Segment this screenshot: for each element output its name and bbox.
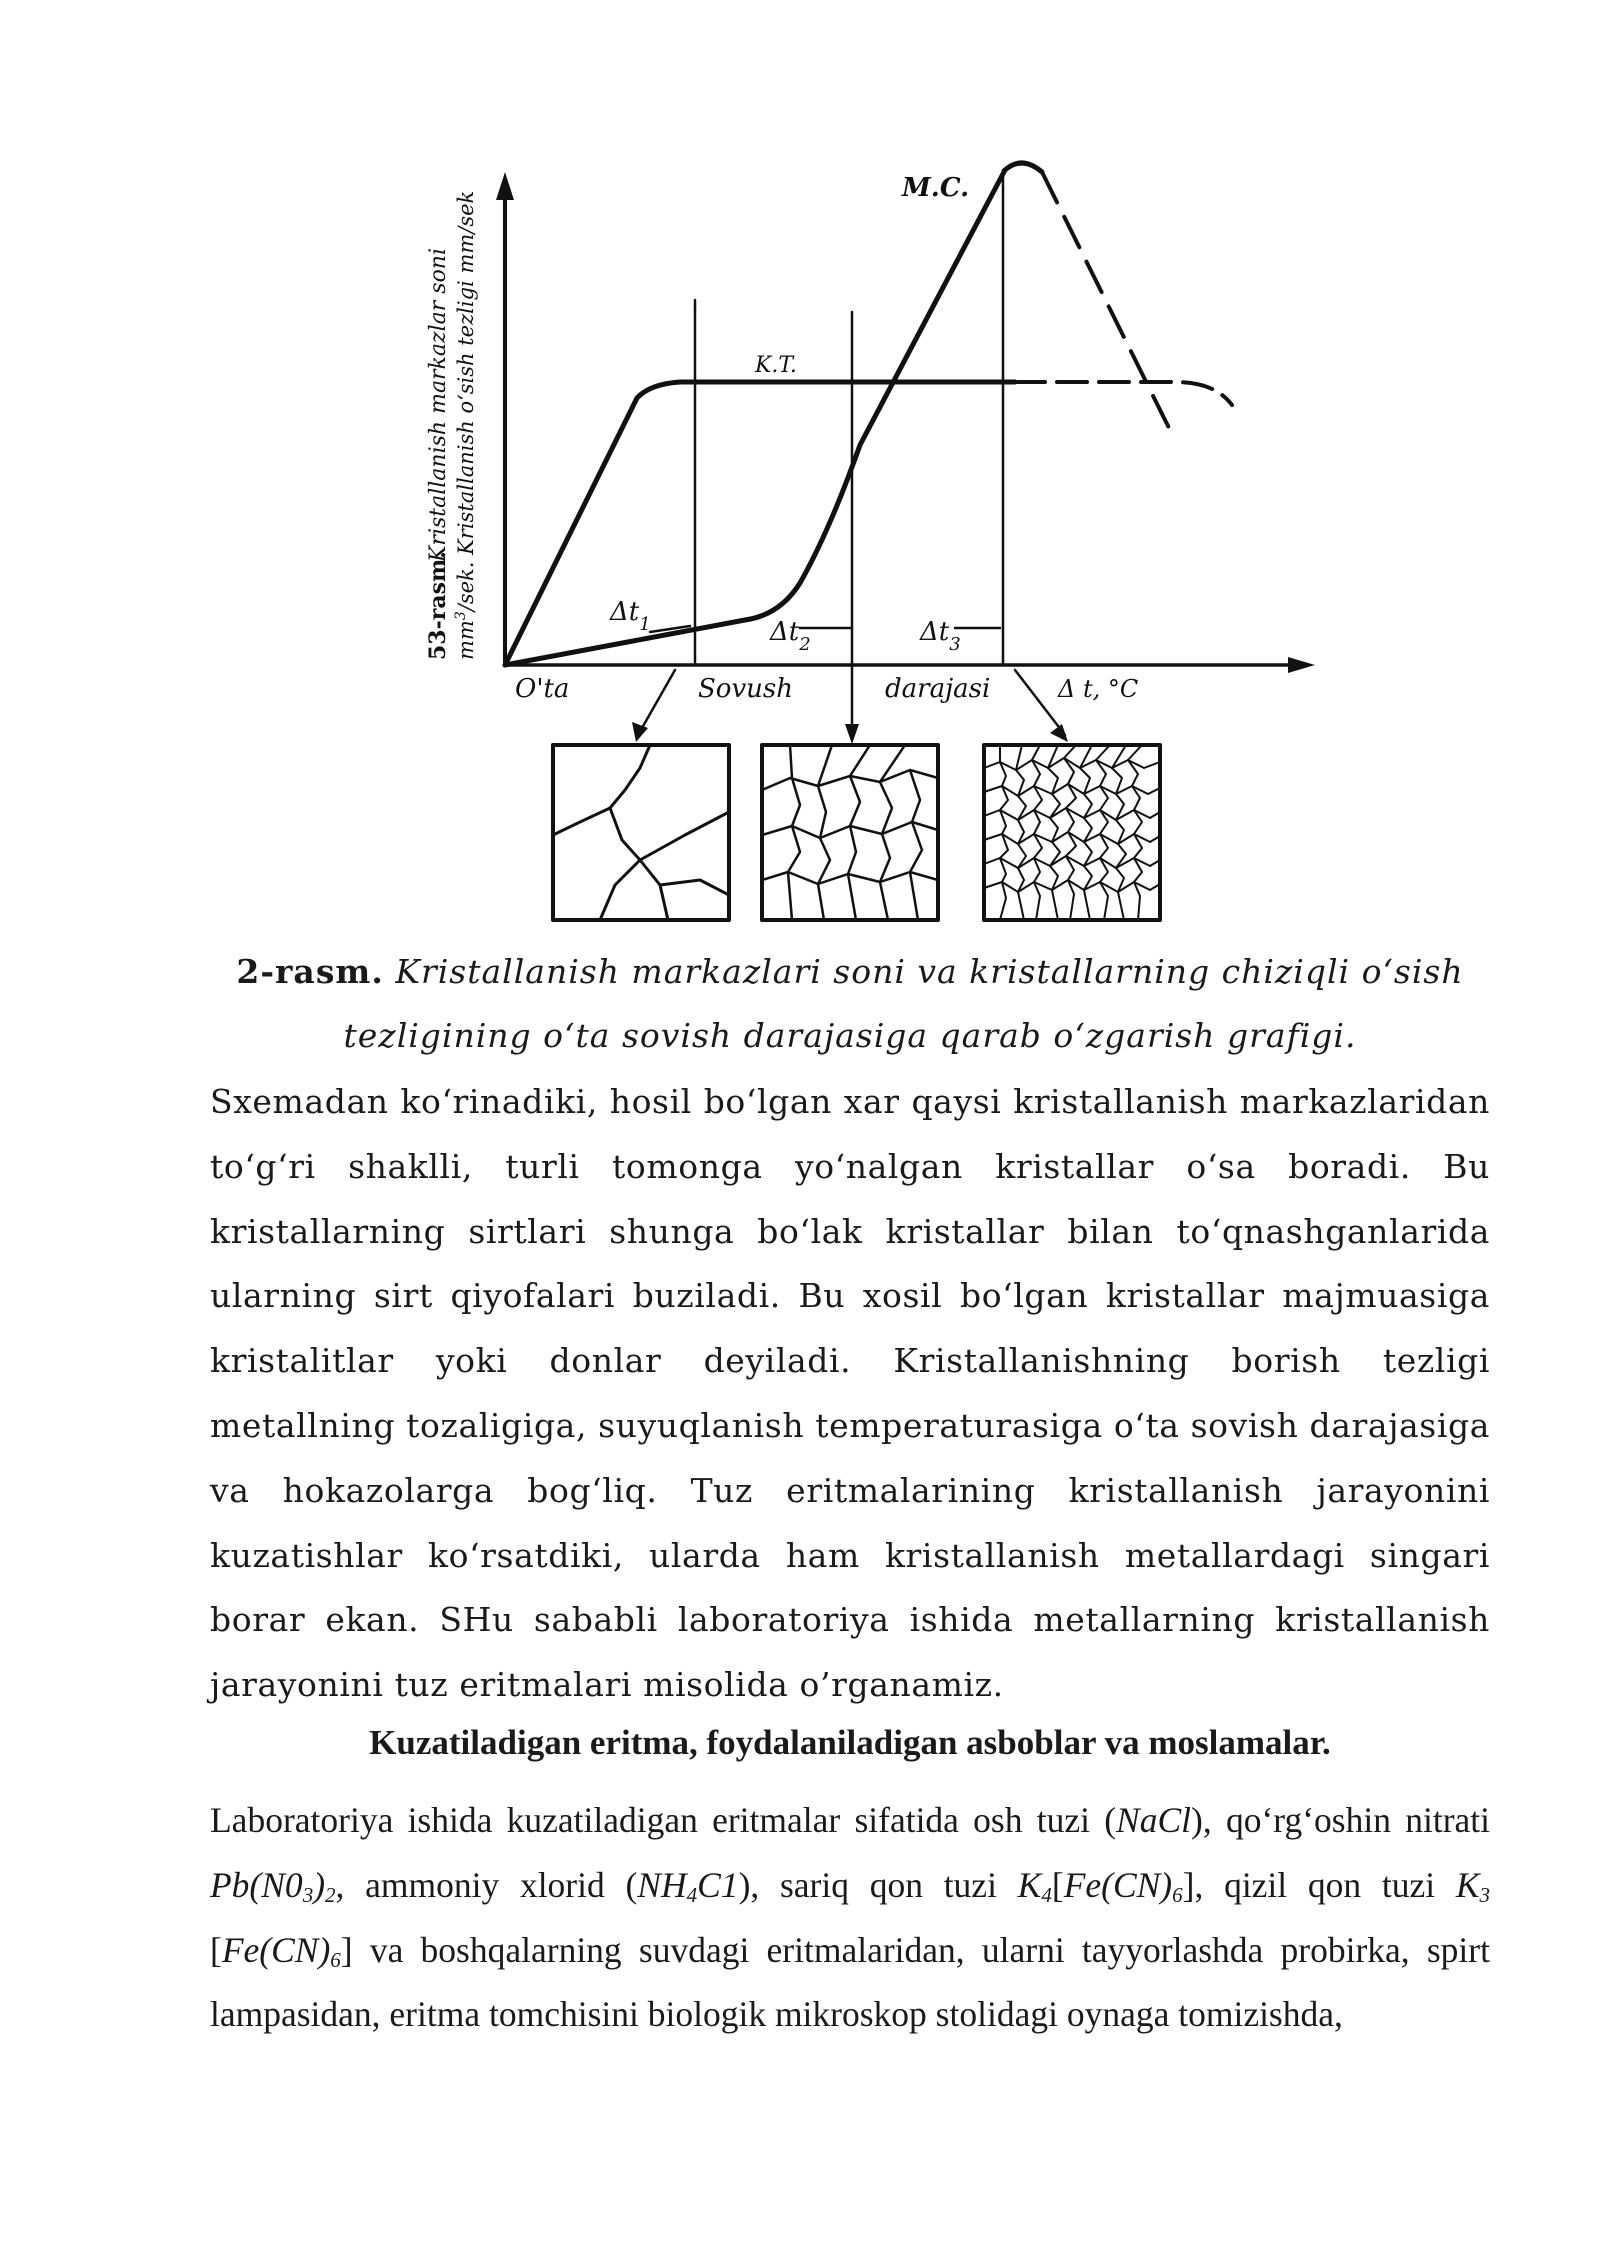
caption-label: 2-rasm. — [236, 952, 384, 991]
kt-curve-label: K.T. — [755, 353, 797, 378]
figure-number-label: 53-rasm. — [425, 551, 451, 660]
micro-panel-fine — [984, 745, 1160, 920]
body-paragraph-1: Sxemadan ko‘rinadiki, hosil bo‘lgan xar qaysi kristallanish markazlaridan to‘g‘ri shaklli, turli tomonga yo‘nalgan kristallar o‘sa boradi. Bu kristallarning sirtlari shunga bo‘lak kristallar bilan to‘qnashganlarida ularning sirt qiyofalari buziladi. Bu xosil bo‘lgan kristallar majmuasiga kristalitlar yoki donlar deyiladi. Kristallanishning borish tezligi metallning tozaligiga, suyuqlanish temperaturasiga o‘ta sovish darajasiga va hokazolarga bog‘liq. Tuz eritmalarining kristallanish jarayonini kuzatishlar ko‘rsatdiki, ularda ham kristallanish metallardagi singari borar ekan. SHu sababli laboratoriya ishida metallarning kristallanish jarayonini tuz eritmalari misolida o’rganamiz. — [210, 1082, 1490, 1705]
caption-text: Kristallanish markazlari soni va kristallarning chiziqli o‘sish tezligining o‘ta sovish darajasiga qarab o‘zgarish grafigi. — [343, 952, 1464, 1055]
x-axis-word-3: darajasi — [885, 674, 991, 704]
y-axis-label-line1: Kristallanish markazlar soni — [426, 247, 451, 562]
mc-curve-label: M.C. — [902, 173, 970, 203]
micro-panel-medium — [762, 745, 938, 920]
mc-curve — [505, 163, 1042, 665]
x-axis-word-1: O'ta — [515, 674, 570, 704]
y-axis-arrow — [496, 172, 514, 200]
micro-panel-coarse — [553, 745, 729, 920]
x-axis-arrow — [1288, 657, 1315, 673]
x-axis-unit: Δ t, °C — [1058, 675, 1139, 703]
delta-t3-label: $\Delta t_3$ — [920, 617, 961, 655]
body-paragraph-2: Laboratoriya ishida kuzatiladigan eritmalar sifatida osh tuzi (NaCl), qo‘rg‘oshin nitrati $Pb(N0_3)_2$, ammoniy xlorid $(NH_4C1)$, sariq qon tuzi $K_4[Fe(CN)_6]$, qizil qon tuzi $K_3$ $[Fe(CN)_6]$ va boshqalarning suvdagi eritmalaridan, ularni tayyorlashda probirka, spirt lampasidan, eritma tomchisini biologik mikroskop stolidagi oynaga tomizishda, — [210, 1800, 1491, 2035]
delta-t2-label: $\Delta t_2$ — [770, 617, 811, 655]
crystallization-graph — [0, 0, 1600, 940]
mc-curve-dashed — [1042, 172, 1170, 430]
figure-caption — [210, 940, 1490, 1068]
kt-curve-dashed — [1015, 382, 1232, 405]
section-heading: Kuzatiladigan eritma, foydalaniladigan asboblar va moslamalar. — [369, 1723, 1331, 1762]
y-axis-label-line2: $mm^3$/sek. Kristallanish o‘sish tezligi mm/sek — [453, 190, 478, 660]
delta-t1-label: $\Delta t_1$ — [610, 597, 651, 635]
crystallization-figure — [0, 0, 1600, 940]
x-axis-word-2: Sovush — [698, 674, 793, 704]
y-axis-label — [425, 191, 478, 660]
